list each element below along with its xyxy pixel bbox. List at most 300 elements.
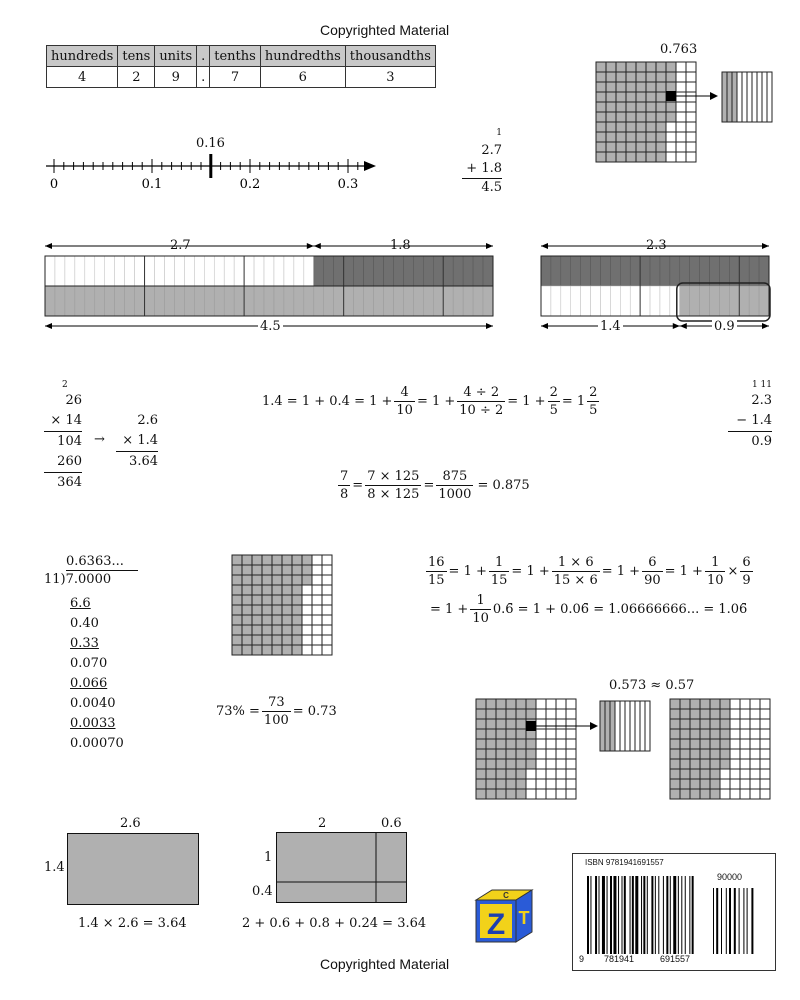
eq1615-f1-den: 15 — [428, 573, 445, 588]
grid73-cell — [262, 605, 272, 615]
grid763-cell — [666, 102, 676, 112]
bar-add-top-cell — [164, 256, 174, 286]
grid763-cell — [666, 142, 676, 152]
grid763-cell — [686, 142, 696, 152]
round-grid-right-cell — [720, 729, 730, 739]
mult-b: × 14 — [44, 411, 82, 432]
barcode-digits-b: 781941 — [604, 954, 635, 964]
bar-add-top-cell — [264, 256, 274, 286]
grid763-cell — [636, 132, 646, 142]
area2-diagram — [276, 832, 408, 904]
round-grid-right-cell — [740, 759, 750, 769]
bar-sub-arrow-total-head-left — [541, 243, 548, 249]
area2-rect — [277, 833, 407, 903]
bar-add-bottom-cell — [254, 286, 264, 316]
grid763-cell — [656, 102, 666, 112]
grid73-cell — [272, 555, 282, 565]
division-step: 0.00070 — [70, 736, 124, 751]
round-grid-right-cell — [680, 709, 690, 719]
round-grid-left-cell — [546, 709, 556, 719]
grid73-cell — [282, 575, 292, 585]
grid763-cell — [636, 102, 646, 112]
round-grid-right-cell — [680, 789, 690, 799]
grid73-cell — [232, 615, 242, 625]
grid73-cell — [302, 625, 312, 635]
grid73-cell — [242, 615, 252, 625]
round-grid-right-cell — [670, 769, 680, 779]
round-grid-right-cell — [670, 749, 680, 759]
round-grid-right-cell — [740, 779, 750, 789]
grid763-cell — [656, 132, 666, 142]
round-grid-left-cell — [546, 789, 556, 799]
bar-sub-arrow-left-head-left — [541, 323, 548, 329]
eq14-mid2: = 1 + — [507, 394, 546, 409]
round-grid-right-cell — [670, 789, 680, 799]
logo-letter-top: C — [503, 891, 509, 900]
grid73-cell — [302, 575, 312, 585]
bar-add-top-cell — [443, 256, 453, 286]
bar-sub-diagram — [535, 238, 775, 338]
place-value-cell: 3 — [345, 67, 435, 88]
round-grid-left-cell — [556, 729, 566, 739]
barcode-bar — [630, 876, 631, 954]
round-grid-left-cell — [526, 779, 536, 789]
place-value-cell: 9 — [155, 67, 197, 88]
grid73-cell — [282, 555, 292, 565]
place-value-cell: . — [197, 67, 210, 88]
grid73-cell — [312, 605, 322, 615]
grid73-cell — [272, 635, 282, 645]
bar-add-top-cell — [204, 256, 214, 286]
subtraction-block — [728, 391, 772, 452]
grid763-cell — [596, 112, 606, 122]
round-grid-left-cell — [566, 739, 576, 749]
bar-sub-top-cell — [690, 256, 700, 286]
eq14-f2-num: 4 ÷ 2 — [457, 384, 505, 402]
round-grid-left-cell — [486, 739, 496, 749]
round-grid-left-cell — [556, 739, 566, 749]
bar-add-bottom-cell — [105, 286, 115, 316]
bar-sub-bottom-cell — [591, 286, 601, 316]
bar-add-bottom-cell — [294, 286, 304, 316]
grid763-cell — [686, 122, 696, 132]
round-grid-right-cell — [750, 729, 760, 739]
round-grid-right-cell — [670, 739, 680, 749]
round-grid-left-cell — [536, 789, 546, 799]
bar-add-bottom-cell — [314, 286, 324, 316]
bar-add-arrow-right-head-right — [486, 243, 493, 249]
barcode-digit-a: 9 — [579, 954, 585, 964]
place-value-header: hundreds — [47, 46, 118, 67]
grid763-cell — [666, 82, 676, 92]
grid-763-diagram — [594, 60, 784, 164]
bar-add-top-cell — [334, 256, 344, 286]
bar-add-bottom-cell — [284, 286, 294, 316]
round-grid-left-cell — [536, 729, 546, 739]
bar-add-bottom-cell — [125, 286, 135, 316]
round-grid-left-cell — [526, 759, 536, 769]
number-line — [40, 150, 390, 194]
eq78-result: = 0.875 — [477, 478, 530, 493]
round-grid-right-cell — [720, 749, 730, 759]
grid763-cell — [646, 102, 656, 112]
grid73-cell — [252, 645, 262, 655]
barcode-box — [572, 853, 776, 971]
header-copyright: Copyrighted Material — [320, 22, 450, 38]
bar-sub-top-cell — [620, 256, 630, 286]
round-grid-left-cell — [566, 779, 576, 789]
grid73-cell — [282, 605, 292, 615]
barcode-bar — [613, 876, 616, 954]
bar-add-bottom-cell — [145, 286, 155, 316]
logo-letter-side: T — [518, 908, 530, 928]
grid73-cell — [322, 645, 332, 655]
round-grid-left-cell — [496, 739, 506, 749]
bar-sub-bottom-cell — [650, 286, 660, 316]
bar-add-top-cell — [393, 256, 403, 286]
percent-lhs: 73% = — [216, 704, 260, 719]
grid763-cell — [626, 62, 636, 72]
round-grid-right-cell — [680, 719, 690, 729]
grid763-cell — [596, 142, 606, 152]
grid73-cell — [252, 635, 262, 645]
addition-b: + 1.8 — [462, 160, 502, 179]
place-value-cell: 6 — [260, 67, 345, 88]
round-grid-left-cell — [566, 729, 576, 739]
bar-sub-top-cell — [729, 256, 739, 286]
round-grid-left-cell — [516, 739, 526, 749]
bar-add-arrow-left-head-left — [45, 243, 52, 249]
eq78-f3-den: 1000 — [438, 487, 472, 502]
bar-add-bottom-cell — [433, 286, 443, 316]
barcode-bar — [635, 876, 638, 954]
round-grid-right-cell — [710, 739, 720, 749]
round-grid-left-cell — [566, 789, 576, 799]
bar-sub-top-cell — [561, 256, 571, 286]
round-grid-right-cell — [720, 699, 730, 709]
area2-side-a: 1 — [264, 850, 273, 865]
grid73-cell — [322, 595, 332, 605]
bar-add-bottom-cell — [403, 286, 413, 316]
bar-add-top-cell — [453, 256, 463, 286]
bar-sub-bottom-cell — [610, 286, 620, 316]
grid73-cell — [322, 565, 332, 575]
grid73-cell — [302, 555, 312, 565]
eq1615-f6-den: 9 — [742, 573, 751, 588]
eq14-f3-den: 5 — [549, 403, 558, 418]
eq78-eq1: = — [352, 478, 364, 493]
grid763-cell — [616, 112, 626, 122]
grid763-cell — [646, 152, 656, 162]
round-grid-left-cell — [506, 739, 516, 749]
grid763-cell — [666, 152, 676, 162]
barcode-bar — [663, 876, 664, 954]
round-grid-right-cell — [730, 779, 740, 789]
round-grid-right-cell — [740, 729, 750, 739]
bar-add-bottom-cell — [304, 286, 314, 316]
grid73-cell — [272, 585, 282, 595]
round-grid-right-cell — [760, 749, 770, 759]
round-grid-right-cell — [730, 759, 740, 769]
round-grid-left-cell — [526, 709, 536, 719]
round-grid-left-cell — [536, 709, 546, 719]
eq1615-f2-num: 1 — [489, 554, 510, 572]
grid763-cell — [656, 82, 666, 92]
bar-sub-top-cell — [640, 256, 650, 286]
footer-copyright: Copyrighted Material — [320, 956, 450, 972]
eq14-f2-den: 10 ÷ 2 — [459, 403, 504, 418]
round-grid-left-cell — [556, 789, 566, 799]
grid763-cell — [636, 92, 646, 102]
eq14-lhs: 1.4 = 1 + 0.4 = 1 + — [262, 394, 393, 409]
bar-add-top-cell — [145, 256, 155, 286]
round-grid-left-cell — [516, 789, 526, 799]
bar-add-top-cell — [483, 256, 493, 286]
eq1615b-f-den: 10 — [472, 611, 489, 626]
round-grid-left-cell — [556, 709, 566, 719]
round-grid-left-cell — [506, 749, 516, 759]
barcode-addon-bar — [734, 888, 736, 954]
grid73-cell — [242, 645, 252, 655]
bar-add-arrow-right-head-left — [314, 243, 321, 249]
round-grid-right-cell — [750, 699, 760, 709]
division-step: 6.6 — [70, 596, 91, 611]
round-grid-left-cell — [486, 789, 496, 799]
barcode-bar — [590, 876, 591, 954]
round-grid-right-cell — [680, 779, 690, 789]
round-grid-left-cell — [506, 699, 516, 709]
round-grid-right-cell — [760, 709, 770, 719]
grid73-cell — [252, 625, 262, 635]
round-grid-left-cell — [476, 739, 486, 749]
grid73-cell — [312, 615, 322, 625]
grid763-cell — [616, 72, 626, 82]
number-line-marker-label: 0.16 — [196, 136, 225, 151]
barcode-bar — [607, 876, 608, 954]
round-grid-left-cell — [516, 769, 526, 779]
grid73-cell — [252, 615, 262, 625]
round-grid-right-cell — [760, 769, 770, 779]
grid763-cell — [636, 62, 646, 72]
grid73-cell — [282, 645, 292, 655]
bar-add-bottom-cell — [334, 286, 344, 316]
bar-add-top-cell — [105, 256, 115, 286]
grid763-cell — [616, 122, 626, 132]
bar-add-bottom-cell — [473, 286, 483, 316]
round-grid-right-cell — [700, 699, 710, 709]
round-grid-left-cell — [516, 759, 526, 769]
bar-sub-top-cell — [591, 256, 601, 286]
bar-add-top-cell — [413, 256, 423, 286]
division-steps — [70, 594, 124, 754]
round-grid-left-cell — [476, 769, 486, 779]
bar-sub-top-cell — [700, 256, 710, 286]
round-grid-right-cell — [750, 759, 760, 769]
grid73-cell — [272, 565, 282, 575]
grid73-cell — [242, 605, 252, 615]
bar-add-bottom-cell — [374, 286, 384, 316]
number-line-tick-label: 0.2 — [239, 177, 261, 192]
round-grid-right-cell — [760, 759, 770, 769]
subtraction-borrow: 1 11 — [751, 380, 772, 390]
round-grid-right-cell — [690, 739, 700, 749]
bar-sub-top-cell — [660, 256, 670, 286]
round-grid-right-cell — [730, 769, 740, 779]
fraction-equation-14 — [262, 384, 601, 419]
eq78-f2-num: 7 × 125 — [367, 469, 420, 484]
grid73-cell — [262, 635, 272, 645]
grid73-cell — [232, 625, 242, 635]
round-grid-left-cell — [476, 759, 486, 769]
round-grid-right-cell — [720, 709, 730, 719]
bar-add-top-cell — [314, 256, 324, 286]
round-grid-right-cell — [740, 789, 750, 799]
grid73-cell — [302, 565, 312, 575]
place-value-header: tens — [118, 46, 155, 67]
grid763-cell — [646, 82, 656, 92]
grid763-cell — [676, 142, 686, 152]
eq1615b-rest: 0.6̄ = 1 + 0.06̄ = 1.06666666... = 1.06̄ — [492, 602, 748, 617]
bar-sub-top-cell — [541, 256, 551, 286]
bar-sub-bottom-cell — [719, 286, 729, 316]
bar-add-bottom-cell — [115, 286, 125, 316]
grid73-cell — [262, 555, 272, 565]
round-grid-left-cell — [506, 789, 516, 799]
round-grid-right-cell — [750, 719, 760, 729]
bar-sub-top-cell — [600, 256, 610, 286]
bar-sub-top-cell — [551, 256, 561, 286]
round-grid-right-cell — [740, 749, 750, 759]
grid73-cell — [292, 635, 302, 645]
grid763-cell — [606, 102, 616, 112]
grid73-cell — [302, 635, 312, 645]
grid73-cell — [232, 565, 242, 575]
round-grid-arrow-head — [590, 722, 598, 730]
round-grid-left-cell — [566, 719, 576, 729]
mult-a: 26 — [65, 393, 82, 408]
grid763-highlight-cell — [666, 91, 676, 101]
bar-add-top-cell — [433, 256, 443, 286]
round-grid-right-cell — [730, 729, 740, 739]
grid763-cell — [646, 62, 656, 72]
grid763-cell — [656, 142, 666, 152]
bar-sub-bottom-cell — [581, 286, 591, 316]
grid763-cell — [686, 132, 696, 142]
bar-add-top-cell — [125, 256, 135, 286]
grid763-cell — [606, 92, 616, 102]
barcode-addon-bar — [747, 888, 748, 954]
bar-add-bottom-cell — [364, 286, 374, 316]
eq1615-f4-den: 90 — [644, 573, 661, 588]
round-grid-right-cell — [760, 779, 770, 789]
grid73-cell — [292, 645, 302, 655]
bar-add-bottom-cell — [423, 286, 433, 316]
grid73-cell — [252, 555, 262, 565]
bar-add-top-cell — [184, 256, 194, 286]
round-grid-left-cell — [476, 789, 486, 799]
bar-add-bottom-cell — [155, 286, 165, 316]
eq78-f1-num: 7 — [340, 469, 349, 484]
bar-add-top-cell — [473, 256, 483, 286]
grid73-cell — [272, 615, 282, 625]
round-grid-right-cell — [700, 739, 710, 749]
grid763-cell — [616, 82, 626, 92]
grid73-cell — [232, 585, 242, 595]
grid763-cell — [686, 82, 696, 92]
bar-add-bottom-cell — [393, 286, 403, 316]
round-grid-left-cell — [526, 789, 536, 799]
eq1615-f3-num: 1 × 6 — [552, 554, 600, 572]
grid73-cell — [232, 555, 242, 565]
grid763-cell — [596, 62, 606, 72]
bar-add-top-cell — [65, 256, 75, 286]
barcode-bar — [658, 876, 659, 954]
round-grid-right-cell — [740, 769, 750, 779]
grid763-cell — [666, 72, 676, 82]
bar-sub-bottom-cell — [680, 286, 690, 316]
barcode-bar — [647, 876, 648, 954]
barcode-bar — [624, 876, 626, 954]
grid763-cell — [676, 62, 686, 72]
grid763-cell — [596, 132, 606, 142]
grid763-cell — [616, 142, 626, 152]
grid763-cell — [656, 152, 666, 162]
grid73-cell — [252, 585, 262, 595]
bar-add-bottom-cell — [135, 286, 145, 316]
percent-rhs: = 0.73 — [292, 704, 337, 719]
bar-add-bottom-cell — [483, 286, 493, 316]
bar-add-bottom-cell — [453, 286, 463, 316]
eq78-eq2: = — [423, 478, 435, 493]
round-grid-left-cell — [546, 779, 556, 789]
grid73-cell — [242, 565, 252, 575]
round-grid-left-cell — [486, 729, 496, 739]
grid763-cell — [646, 132, 656, 142]
grid763-cell — [636, 122, 646, 132]
mult-dec-b: × 1.4 — [116, 431, 158, 452]
eq14-f1-num: 4 — [394, 384, 415, 402]
bar-sub-top-cell — [650, 256, 660, 286]
grid763-cell — [676, 112, 686, 122]
bar-add-bottom-cell — [224, 286, 234, 316]
bar-sub-bottom-cell — [710, 286, 720, 316]
number-line-arrow — [364, 161, 376, 171]
grid73-cell — [272, 645, 282, 655]
bar-add-top-cell — [155, 256, 165, 286]
round-grid-right-cell — [720, 739, 730, 749]
grid73-cell — [292, 555, 302, 565]
grid73-cell — [232, 595, 242, 605]
division-step: 0.40 — [70, 616, 99, 631]
round-grid-left-cell — [486, 769, 496, 779]
mult-p1: 104 — [57, 434, 82, 449]
grid73-cell — [282, 565, 292, 575]
round-grid-left-cell — [476, 749, 486, 759]
round-grid-left-cell — [516, 709, 526, 719]
barcode-bar — [685, 876, 686, 954]
bar-sub-arrow-left-head-right — [673, 323, 680, 329]
round-grid-left-cell — [506, 719, 516, 729]
round-grid-left-cell — [506, 759, 516, 769]
bar-add-bottom-cell — [264, 286, 274, 316]
round-grid-left-cell — [556, 719, 566, 729]
round-grid-left-cell — [546, 769, 556, 779]
round-grid-right-cell — [730, 719, 740, 729]
grid73-cell — [322, 585, 332, 595]
bar-sub-bottom-cell — [749, 286, 759, 316]
bar-add-bottom-cell — [45, 286, 55, 316]
grid73-cell — [262, 595, 272, 605]
